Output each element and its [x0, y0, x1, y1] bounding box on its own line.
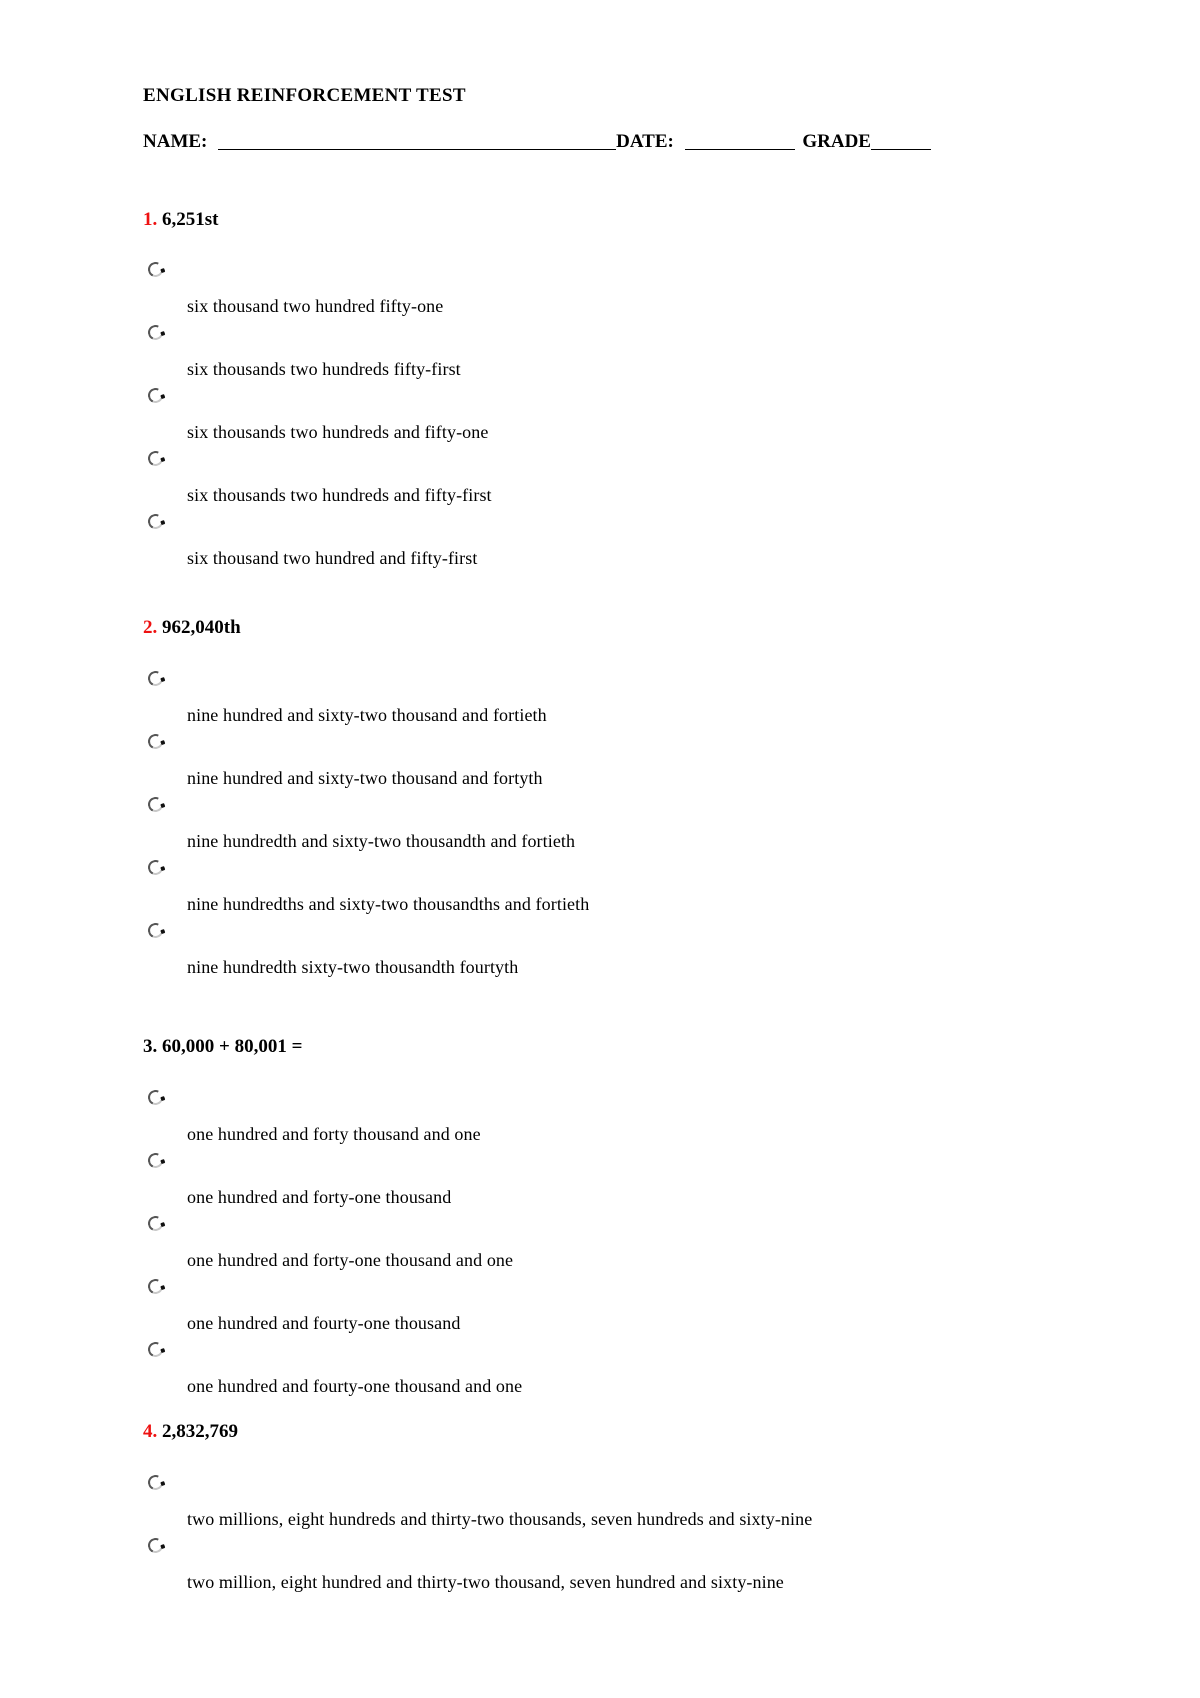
radio-button-icon[interactable]	[146, 512, 165, 531]
question-2-option-5[interactable]	[0, 923, 1200, 985]
question-number: 4.	[143, 1421, 158, 1442]
question-3-option-4[interactable]	[0, 1279, 1200, 1341]
radio-button-icon[interactable]	[146, 1151, 165, 1170]
option-label: nine hundred and sixty-two thousand and fortyth	[187, 768, 543, 788]
question-3-option-3[interactable]	[0, 1216, 1200, 1278]
header-fields	[143, 131, 931, 153]
grade-blank[interactable]	[871, 131, 931, 150]
question-4-option-2[interactable]	[0, 1538, 1200, 1600]
question-text: 6,251st	[162, 209, 219, 230]
question-3-option-5[interactable]	[0, 1342, 1200, 1404]
radio-button-icon[interactable]	[146, 1340, 165, 1359]
radio-button-icon[interactable]	[146, 1536, 165, 1555]
option-label: two millions, eight hundreds and thirty-two thousands, seven hundreds and sixty-nine	[187, 1509, 813, 1529]
question-2-option-3[interactable]	[0, 797, 1200, 859]
question-2-option-2[interactable]	[0, 734, 1200, 796]
question-1-option-1[interactable]	[0, 262, 1200, 324]
option-label: nine hundredth sixty-two thousandth fourtyth	[187, 957, 519, 977]
question-number: 1.	[143, 209, 158, 230]
option-label: one hundred and forty-one thousand and one	[187, 1250, 514, 1270]
radio-button-icon[interactable]	[146, 1473, 165, 1492]
option-label: nine hundredth and sixty-two thousandth and fortieth	[187, 831, 576, 851]
radio-button-icon[interactable]	[146, 449, 165, 468]
question-3-title	[143, 1036, 302, 1058]
radio-button-icon[interactable]	[146, 669, 165, 688]
question-text: 60,000 + 80,001 =	[162, 1036, 303, 1057]
radio-button-icon[interactable]	[146, 386, 165, 405]
page-title: ENGLISH REINFORCEMENT TEST	[143, 85, 466, 106]
radio-button-icon[interactable]	[146, 732, 165, 751]
radio-button-icon[interactable]	[146, 921, 165, 940]
question-3-option-2[interactable]	[0, 1153, 1200, 1215]
question-3-option-1[interactable]	[0, 1090, 1200, 1152]
radio-button-icon[interactable]	[146, 1277, 165, 1296]
question-text: 2,832,769	[162, 1421, 238, 1442]
question-number: 2.	[143, 617, 158, 638]
option-label: six thousands two hundreds and fifty-first	[187, 485, 492, 505]
option-label: six thousand two hundred fifty-one	[187, 296, 444, 316]
option-label: two million, eight hundred and thirty-two thousand, seven hundred and sixty-nine	[187, 1572, 784, 1592]
option-label: one hundred and forty thousand and one	[187, 1124, 481, 1144]
option-label: six thousand two hundred and fifty-first	[187, 548, 478, 568]
date-label: DATE:	[616, 131, 674, 152]
option-label: one hundred and fourty-one thousand and one	[187, 1376, 523, 1396]
name-label: NAME:	[143, 131, 208, 152]
question-text: 962,040th	[162, 617, 241, 638]
grade-label: GRADE	[802, 131, 871, 152]
option-label: nine hundred and sixty-two thousand and fortieth	[187, 705, 547, 725]
date-blank[interactable]	[685, 131, 795, 150]
radio-button-icon[interactable]	[146, 1088, 165, 1107]
question-number: 3.	[143, 1036, 158, 1057]
question-1-option-2[interactable]	[0, 325, 1200, 387]
option-label: six thousands two hundreds and fifty-one	[187, 422, 489, 442]
question-2-option-4[interactable]	[0, 860, 1200, 922]
option-label: one hundred and forty-one thousand	[187, 1187, 452, 1207]
question-4-option-1[interactable]	[0, 1475, 1200, 1537]
option-label: six thousands two hundreds fifty-first	[187, 359, 461, 379]
name-blank[interactable]	[218, 131, 616, 150]
question-1-option-3[interactable]	[0, 388, 1200, 450]
question-2-title	[143, 617, 241, 639]
question-1-option-4[interactable]	[0, 451, 1200, 513]
question-2-option-1[interactable]	[0, 671, 1200, 733]
radio-button-icon[interactable]	[146, 795, 165, 814]
question-4-title	[143, 1421, 238, 1443]
radio-button-icon[interactable]	[146, 1214, 165, 1233]
question-1-option-5[interactable]	[0, 514, 1200, 576]
question-1-title	[143, 209, 218, 231]
radio-button-icon[interactable]	[146, 323, 165, 342]
radio-button-icon[interactable]	[146, 858, 165, 877]
radio-button-icon[interactable]	[146, 260, 165, 279]
option-label: one hundred and fourty-one thousand	[187, 1313, 461, 1333]
option-label: nine hundredths and sixty-two thousandths and fortieth	[187, 894, 590, 914]
